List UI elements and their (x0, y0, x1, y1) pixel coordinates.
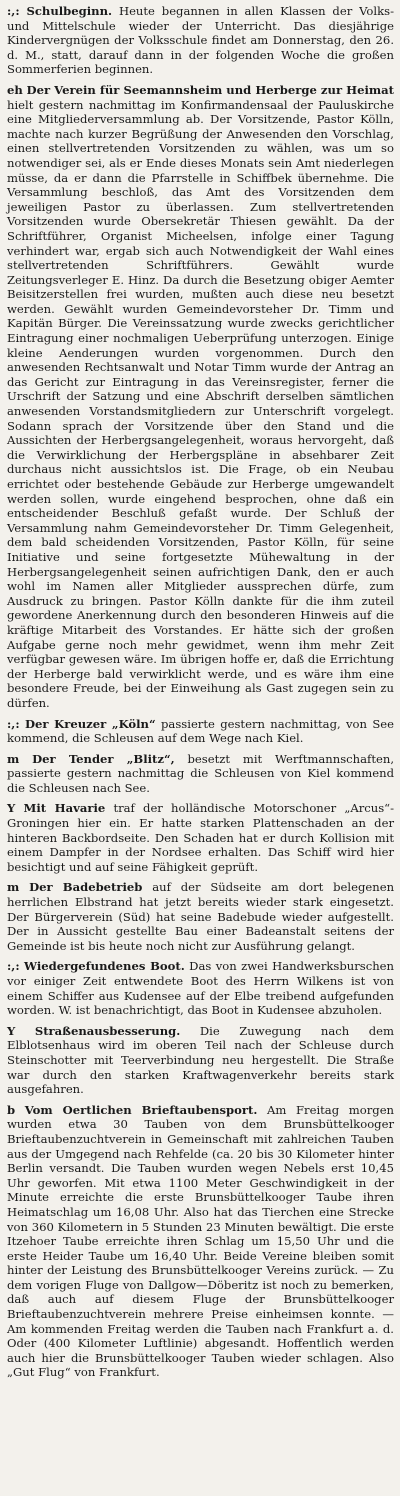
article-body: Am Freitag morgen wurden etwa 30 Tauben von dem Brunsbüttelkooger Brieftaubenzuchtverein in Gemeinschaft mit zahlreichen Tauben aus der Umgegend nach Rehfelde (ca. 20 bis 30 Kilometer hinter Berlin versandt. Die Tauben wurden wegen Nebels erst 10,45 Uhr geworfen. Mit etwa 1100 Meter Geschwindigkeit in der Minute erreichte die erste Brunsbüttelkooger Taube ihren Heimatschlag um 16,08 Uhr. Also hat das Tierchen eine Strecke von 360 Kilometern in 5 Stunden 23 Minuten bewältigt. Die erste Itzehoer Taube erreichte ihren Schlag um 15,50 Uhr und die erste Heider Taube um 16,40 Uhr. Beide Vereine bleiben somit hinter der Leistung des Brunsbüttelkooger Vereins zurück. — Zu dem vorigen Fluge von Dallgow—Döberitz ist noch zu bemerken, daß auch auf diesem Fluge der Brunsbüttelkooger Brieftaubenzuchtverein mehrere Preise einheimsen konnte. — Am kommenden Freitag werden die Tauben nach Frankfurt a. d. Oder (400 Kilometer Luftlinie) abgesandt. Hoffentlich werden auch hier die Brunsbüttelkooger Tauben wieder schlagen. Also „Gut Flug“ von Frankfurt. (7, 1102, 395, 1380)
article-schulbeginn (7, 4, 394, 77)
article-headline: Straßenausbesserung. (34, 1023, 181, 1038)
article-body: hielt gestern nachmittag im Konfirmandensaal der Pauluskirche eine Mitgliederversammlung ab. Der Vorsitzende, Pastor Kölln, machte nach kurzer Begrüßung der Anwesenden den Vorschlag, einen stellvertretenden Vorsitzenden zu wählen, was um so notwendiger sei, als er Ende dieses Monats sein Amt niederlegen müsse, da er dann die Pfarrstelle in Schiffbek übernehme. Die Versammlung beschloß, das Amt des Vorsitzenden dem jeweiligen Pastor zu überlassen. Zum stellvertretenden Vorsitzenden wurde Obersekretär Thiesen gewählt. Da der Schriftführer, Organist Micheelsen, infolge einer Tagung verhindert war, ergab sich auch Notwendigkeit der Wahl eines stellvertretenden Schriftführers. Gewählt wurde Zeitungsverleger E. Hinz. Da durch die Besetzung obiger Aemter Beisitzerstellen frei wurden, mußten auch diese neu besetzt werden. Gewählt wurden Gemeindevorsteher Dr. Timm und Kapitän Bürger. Die Vereinssatzung wurde zwecks gerichtlicher Eintragung einer nochmaligen Ueberprüfung unterzogen. Einige kleine Aenderungen wurden vorgenommen. Durch den anwesenden Rechtsanwalt und Notar Timm wurde der Antrag an das Gericht zur Eintragung in das Vereinsregister, ferner die Urschrift der Satzung und eine Abschrift derselben sämtlichen anwesenden Vorstandsmitgliedern zur Unterschrift vorgelegt. Sodann sprach der Vorsitzende über den Stand und die Aussichten der Herbergsangelegenheit, woraus hervorgeht, daß die Verwirklichung der Herbergspläne in absehbarer Zeit durchaus nicht aussichtslos ist. Die Frage, ob ein Neubau errichtet oder bestehende Gebäude zur Herberge umgewandelt werden sollen, wurde eingehend besprochen, ohne daß ein entscheidender Beschluß gefaßt wurde. Der Schluß der Versammlung nahm Gemeindevorsteher Dr. Timm Gelegenheit, dem bald scheidenden Vorsitzenden, Pastor Kölln, für seine Initiative und seine fortgesetzte Mühewaltung in der Herbergsangelegenheit seinen aufrichtigen Dank, den er auch wohl im Namen aller Mitglieder aussprechen dürfe, zum Ausdruck zu bringen. Pastor Kölln dankte für die ihm zuteil gewordene Anerkennung durch den besonderen Hinweis auf die kräftige Mitarbeit des Vorstandes. Er hätte sich der großen Aufgabe gerne noch mehr gewidmet, wenn ihm mehr Zeit verfügbar gewesen wäre. Im übrigen hoffe er, daß die Errichtung der Herberge bald verwirklicht werde, und es wäre ihm eine besondere Freude, bei der Einweihung als Gast zugegen sein zu dürfen. (7, 97, 394, 710)
article-marker: eh (7, 82, 23, 97)
article-headline: Der Tender „Blitz“, (32, 751, 175, 766)
article-body: auf der Südseite am dort belegenen herrlichen Elbstrand hat jetzt bereits wieder stark eingesetzt. Der Bürgerverein (Süd) hat seine Badebude wieder aufgestellt. Der in Aussicht gestellte Bau einer Badeanstalt seitens der Gemeinde ist bis heute noch nicht zur Ausführung gelangt. (7, 880, 395, 953)
article-marker: :,: (7, 4, 20, 18)
article-body: Heute begannen in allen Klassen der Volks- und Mittelschule wieder der Unterricht. Das diesjährige Kindervergnügen der Volksschule findet am Donnerstag, den 26. d. M., statt, darauf dann in der folgenden Woche die großen Sommerferien beginnen. (7, 4, 395, 77)
article-brieftaubensport (7, 1103, 394, 1380)
article-body: Die Zuwegung nach dem Elblotsenhaus wird im oberen Teil nach der Schleuse durch Steinschotter mit Teerverbindung neu hergestellt. Die Straße war durch den starken Kraftwagenverkehr bereits stark ausgefahren. (7, 1023, 395, 1097)
article-badebetrieb (7, 880, 394, 953)
article-headline: Der Verein für Seemannsheim und Herberge zur Heimat (26, 82, 394, 97)
article-marker: b (7, 1102, 16, 1117)
article-headline: Wiedergefundenes Boot. (24, 959, 185, 974)
article-kreuzer-koeln (7, 717, 394, 746)
article-marker: Y (7, 1023, 16, 1038)
article-strassenausbesserung (7, 1024, 394, 1097)
article-marker: Y (7, 801, 16, 816)
article-marker: m (7, 751, 20, 766)
article-boot (7, 959, 394, 1017)
article-tender-blitz (7, 752, 394, 796)
article-headline: Der Kreuzer „Köln“ (24, 716, 156, 731)
article-marker: :,: (7, 959, 20, 974)
article-havarie (7, 801, 394, 874)
article-headline: Vom Oertlichen Brieftaubensport. (24, 1102, 258, 1117)
article-body: besetzt mit Werftmannschaften, passierte gestern nachmittag die Schleusen von Kiel kommend die Schleusen nach See. (7, 751, 395, 795)
article-marker: :,: (7, 716, 20, 731)
article-body: passierte gestern nachmittag, von See kommend, die Schleusen auf dem Wege nach Kiel. (7, 716, 395, 746)
article-body: Das von zwei Handwerksburschen vor einiger Zeit entwendete Boot des Herrn Wilkens ist von einem Schiffer aus Kudensee auf der Elbe treibend aufgefunden worden. W. ist benachrichtigt, das Boot in Kudensee abzuholen. (7, 959, 395, 1018)
article-marker: m (7, 880, 20, 895)
article-headline: Schulbeginn. (26, 4, 113, 18)
article-body: traf der holländische Motorschoner „Arcus“-Groningen hier ein. Er hatte starken Plattenschaden an der hinteren Backbordseite. Den Schaden hat er durch Kollision mit einem Dampfer in der Nordsee erhalten. Das Schiff wird hier besichtigt und auf seine Fähigkeit geprüft. (7, 801, 395, 874)
article-headline: Mit Havarie (23, 801, 106, 816)
article-seemannsheim (7, 83, 394, 711)
article-headline: Der Badebetrieb (29, 880, 143, 895)
